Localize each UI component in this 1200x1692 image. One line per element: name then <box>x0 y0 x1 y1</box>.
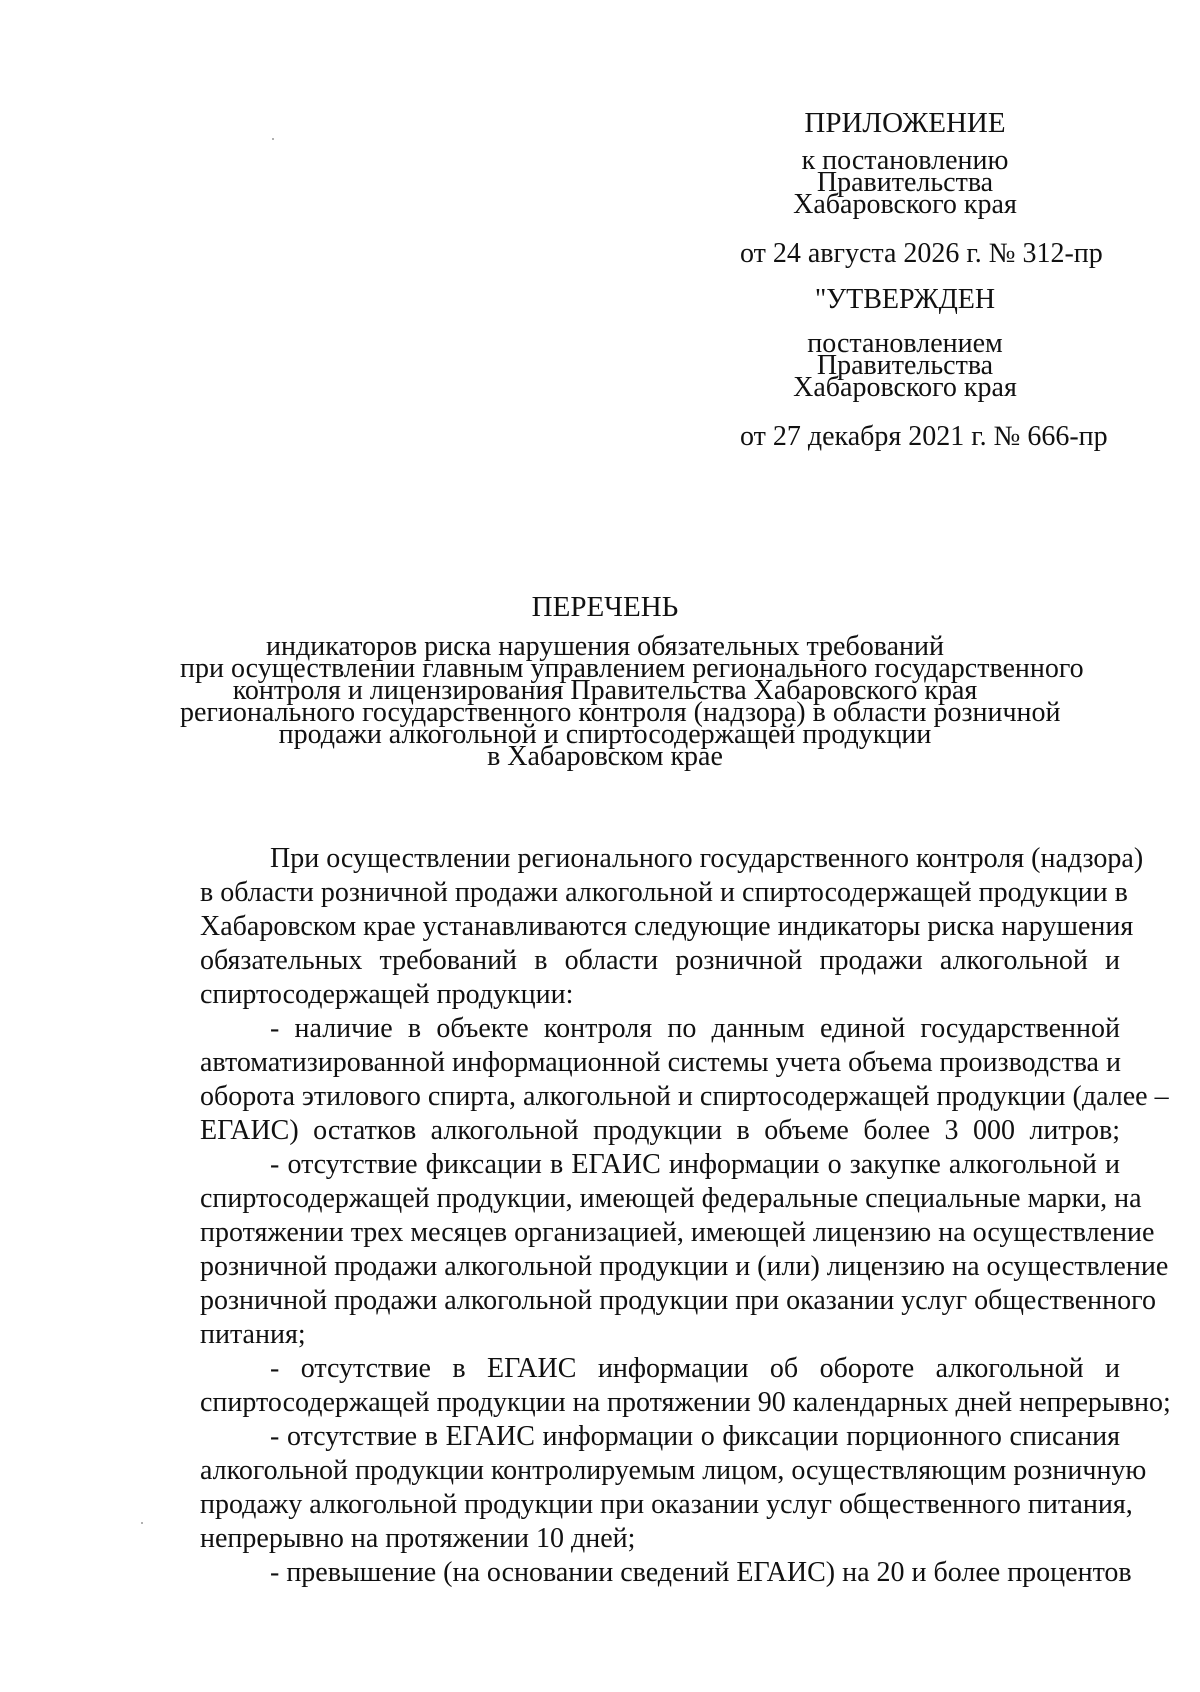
body-line: розничной продажи алкогольной продукции при оказании услуг общественного <box>200 1285 1156 1316</box>
body-line: - отсутствие в ЕГАИС информации о фиксации порционного списания <box>270 1421 1120 1452</box>
list-title-block <box>180 591 1084 772</box>
body-line: - превышение (на основании сведений ЕГАИС) на 20 и более процентов <box>270 1557 1132 1588</box>
appendix-line: Хабаровского края <box>793 189 1017 220</box>
document-body <box>200 842 1171 1590</box>
approved-title: "УТВЕРЖДЕН <box>814 284 996 315</box>
body-line: в области розничной продажи алкогольной и спиртосодержащей продукции в <box>200 877 1128 908</box>
approved-line: постановлением <box>807 328 1003 359</box>
body-line: протяжении трех месяцев организацией, имеющей лицензию на осуществление <box>200 1217 1155 1248</box>
body-line: спиртосодержащей продукции на протяжении 90 календарных дней непрерывно; <box>200 1387 1171 1418</box>
body-line: непрерывно на протяжении 10 дней; <box>200 1523 636 1554</box>
appendix-header <box>740 107 1103 269</box>
list-title-line: индикаторов риска нарушения обязательных требований <box>266 631 944 662</box>
appendix-date: от 24 августа 2026 г. № 312-пр <box>740 238 1103 269</box>
scan-speck <box>272 138 274 140</box>
appendix-line: к постановлению <box>801 145 1009 176</box>
body-line: - наличие в объекте контроля по данным единой государственной <box>270 1013 1120 1044</box>
list-title-line: в Хабаровском крае <box>487 741 723 772</box>
body-line: питания; <box>200 1319 306 1350</box>
body-line: спиртосодержащей продукции: <box>200 979 574 1010</box>
list-title-line: регионального государственного контроля (надзора) в области розничной <box>180 697 1061 728</box>
body-line: обязательных требований в области розничной продажи алкогольной и <box>200 945 1120 976</box>
body-line: ЕГАИС) остатков алкогольной продукции в объеме более 3 000 литров; <box>200 1115 1120 1146</box>
list-title-line: контроля и лицензирования Правительства Хабаровского края <box>232 675 978 706</box>
list-title-line: при осуществлении главным управлением регионального государственного <box>180 653 1084 684</box>
body-line: оборота этилового спирта, алкогольной и спиртосодержащей продукции (далее – <box>200 1081 1169 1112</box>
list-title-line: продажи алкогольной и спиртосодержащей продукции <box>278 719 932 750</box>
approved-line: Правительства <box>816 350 994 381</box>
approved-line: Хабаровского края <box>793 372 1017 403</box>
appendix-title: ПРИЛОЖЕНИЕ <box>804 107 1006 139</box>
appendix-line: Правительства <box>816 167 994 198</box>
body-line: автоматизированной информационной системы учета объема производства и <box>200 1047 1121 1078</box>
body-line: - отсутствие в ЕГАИС информации об обороте алкогольной и <box>270 1353 1120 1384</box>
body-line: продажу алкогольной продукции при оказании услуг общественного питания, <box>200 1489 1133 1520</box>
body-line: розничной продажи алкогольной продукции и (или) лицензию на осуществление <box>200 1251 1169 1282</box>
scan-speck <box>141 1522 143 1524</box>
list-heading: ПЕРЕЧЕНЬ <box>531 591 679 623</box>
approved-header <box>740 284 1108 452</box>
body-line: - отсутствие фиксации в ЕГАИС информации о закупке алкогольной и <box>270 1149 1120 1180</box>
body-line: Хабаровском крае устанавливаются следующие индикаторы риска нарушения <box>200 911 1134 942</box>
approved-date: от 27 декабря 2021 г. № 666-пр <box>740 421 1108 452</box>
body-line: алкогольной продукции контролируемым лицом, осуществляющим розничную <box>200 1455 1147 1486</box>
body-line: спиртосодержащей продукции, имеющей федеральные специальные марки, на <box>200 1183 1142 1214</box>
body-line: При осуществлении регионального государственного контроля (надзора) <box>270 843 1144 874</box>
